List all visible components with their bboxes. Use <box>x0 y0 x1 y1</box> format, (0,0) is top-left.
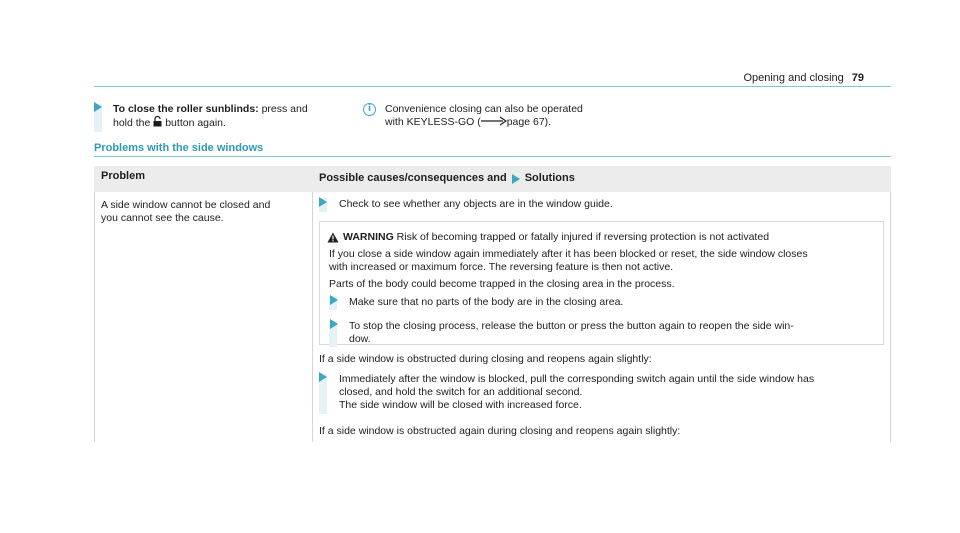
warning-heading <box>343 231 878 244</box>
lock-icon <box>153 116 162 127</box>
check-step: Check to see whether any objects are in the window guide. <box>339 198 613 210</box>
warning-step-1: Make sure that no parts of the body are in the closing area. <box>349 296 624 308</box>
table-border-left <box>94 192 95 442</box>
warning-p1-line1: If you close a side window again immediately after it has been blocked or reset, the side window closes <box>329 248 808 260</box>
triangle-bullet-icon <box>512 174 520 184</box>
table-border-right <box>890 192 891 442</box>
section-rule <box>94 156 891 157</box>
warning-step-2 <box>349 320 879 346</box>
page-header <box>743 72 864 85</box>
obstructed-step <box>339 373 884 412</box>
intro-step-line2-post: button again. <box>165 117 226 129</box>
intro-step <box>113 103 343 130</box>
page-reference-arrow-icon <box>481 116 507 126</box>
col-causes-post: Solutions <box>524 172 575 184</box>
col-problem: Problem <box>101 170 146 182</box>
warning-p1-line2: with increased or maximum force. The reversing feature is then not active. <box>329 261 674 273</box>
triangle-bullet-icon <box>330 319 338 329</box>
warning-label: WARNING <box>343 231 394 243</box>
triangle-bullet-icon <box>94 102 102 112</box>
intro-step-rest: press and <box>261 103 308 115</box>
obstructed-step-line3: The side window will be closed with increased force. <box>339 399 582 411</box>
info-page-link[interactable]: page 67). <box>506 116 552 128</box>
warning-text: Risk of becoming trapped or fatally injured if reversing protection is not activated <box>396 231 770 243</box>
obstructed-step-line2: closed, and hold the switch for an additional second. <box>339 386 583 398</box>
triangle-bullet-icon <box>330 295 338 305</box>
section-title: Problems with the side windows <box>94 142 264 154</box>
col-causes <box>319 172 575 185</box>
problem-line1: A side window cannot be closed and <box>101 199 271 211</box>
intro-step-line2-pre: hold the <box>113 117 151 129</box>
problem-cell <box>101 199 306 225</box>
info-line2-pre: with KEYLESS-GO ( <box>385 116 481 128</box>
triangle-bullet-icon <box>319 372 327 382</box>
obstructed-step-line1: Immediately after the window is blocked, pull the corresponding switch again until the side window has <box>339 373 815 385</box>
warning-paragraph-2: Parts of the body could become trapped in the closing area in the process. <box>329 278 675 290</box>
intro-step-bold: To close the roller sunblinds: <box>113 103 259 115</box>
obstructed-paragraph-2: If a side window is obstructed again during closing and reopens again slightly: <box>319 425 681 437</box>
problem-line2: you cannot see the cause. <box>101 212 224 224</box>
header-rule <box>94 86 891 87</box>
warning-step2-line1: To stop the closing process, release the button or press the button again to reopen the side win- <box>349 320 794 332</box>
table-divider <box>312 192 313 442</box>
col-causes-pre: Possible causes/consequences and <box>319 172 507 184</box>
warning-triangle-icon <box>327 232 339 243</box>
warning-paragraph-1 <box>329 248 879 274</box>
info-note <box>385 103 665 129</box>
info-icon: i <box>363 103 376 116</box>
warning-step2-line2: dow. <box>349 333 371 345</box>
page-number: 79 <box>851 72 864 84</box>
header-title: Opening and closing <box>743 72 844 84</box>
obstructed-paragraph-1: If a side window is obstructed during closing and reopens again slightly: <box>319 353 652 365</box>
info-line1: Convenience closing can also be operated <box>385 103 583 115</box>
triangle-bullet-icon <box>319 197 327 207</box>
